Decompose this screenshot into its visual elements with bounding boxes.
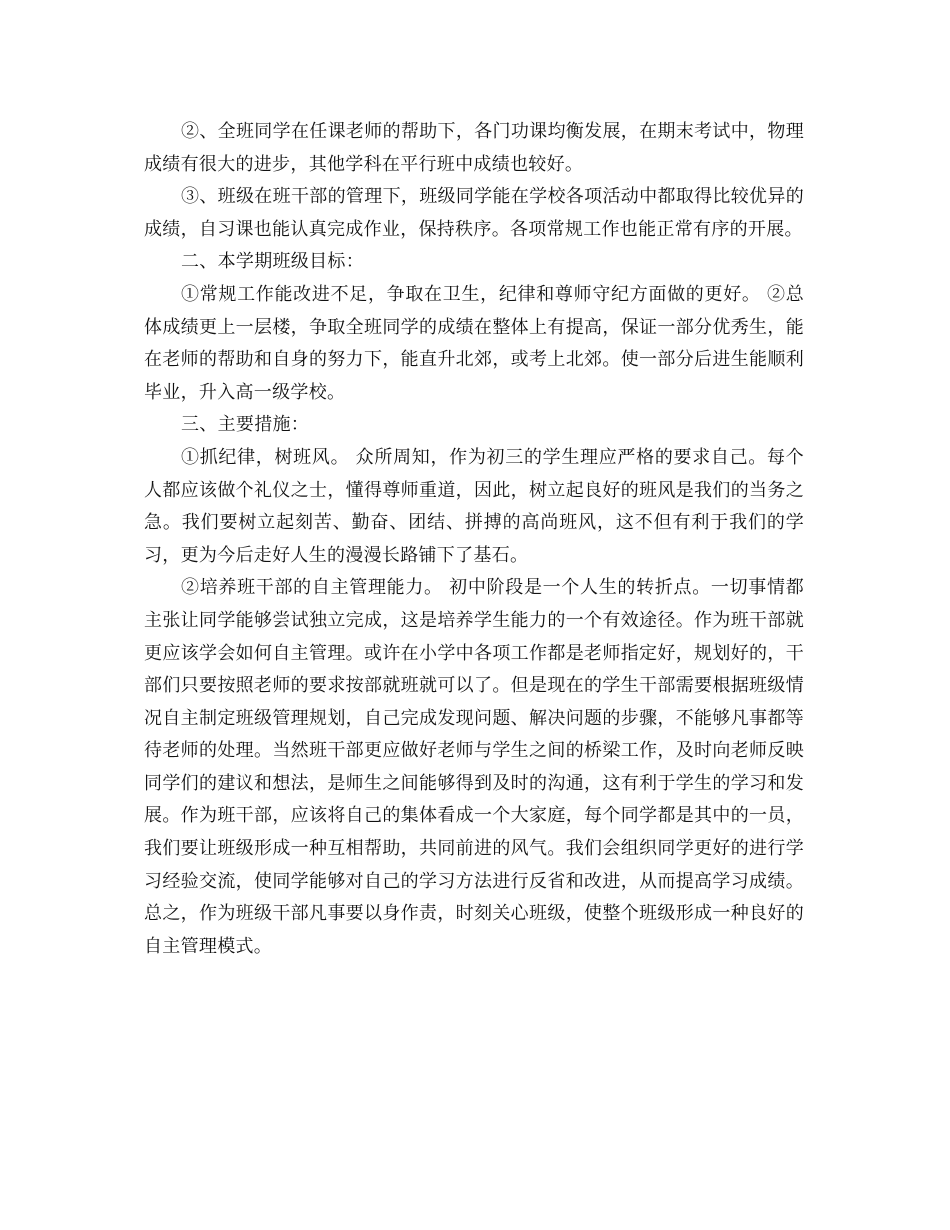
paragraph-cadre-management: ②培养班干部的自主管理能力。 初中阶段是一个人生的转折点。一切事情都主张让同学能够尝试独立完成，这是培养学生能力的一个有效途径。作为班干部就更应该学会如何自主管理。或许在小学中各项工作都是老师指定好，规划好的，干部们只要按照老师的要求按部就班就可以了。但是现在的学生干部需要根据班级情况自主制定班级管理规划，自己完成发现问题、解决问题的步骤，不能够凡事都等待老师的处理。当然班干部更应做好老师与学生之间的桥梁工作，及时向老师反映同学们的建议和想法，是师生之间能够得到及时的沟通，这有利于学生的学习和发展。作为班干部，应该将自己的集体看成一个大家庭，每个同学都是其中的一员，我们要让班级形成一种互相帮助，共同前进的风气。我们会组织同学更好的进行学习经验交流，使同学能够对自己的学习方法进行反省和改进，从而提高学习成绩。总之，作为班级干部凡事要以身作责，时刻关心班级，使整个班级形成一种良好的自主管理模式。 [144,577,804,957]
paragraph-grades: ②、全班同学在任课老师的帮助下，各门功课均衡发展，在期末考试中，物理成绩有很大的进步，其他学科在平行班中成绩也较好。 [144,121,804,175]
paragraph-discipline: ①抓纪律，树班风。 众所周知，作为初三的学生理应严格的要求自己。每个人都应该做个礼仪之士，懂得尊师重道，因此，树立起良好的班风是我们的当务之急。我们要树立起刻苦、勤奋、团结、拼搏的高尚班风，这不但有利于我们的学习，更为今后走好人生的漫漫长路铺下了基石。 [144,446,804,566]
section-heading-measures: 三、主要措施： [181,414,310,436]
section-heading-goals: 二、本学期班级目标： [181,251,364,273]
paragraph-goals: ①常规工作能改进不足，争取在卫生，纪律和尊师守纪方面做的更好。 ②总体成绩更上一层楼，争取全班同学的成绩在整体上有提高，保证一部分优秀生，能在老师的帮助和自身的努力下，能直升北郊，或考上北郊。使一部分后进生能顺利毕业，升入高一级学校。 [144,283,804,403]
paragraph-class-management: ③、班级在班干部的管理下，班级同学能在学校各项活动中都取得比较优异的成绩，自习课也能认真完成作业，保持秩序。各项常规工作也能正常有序的开展。 [144,186,804,240]
document-body [144,116,804,963]
